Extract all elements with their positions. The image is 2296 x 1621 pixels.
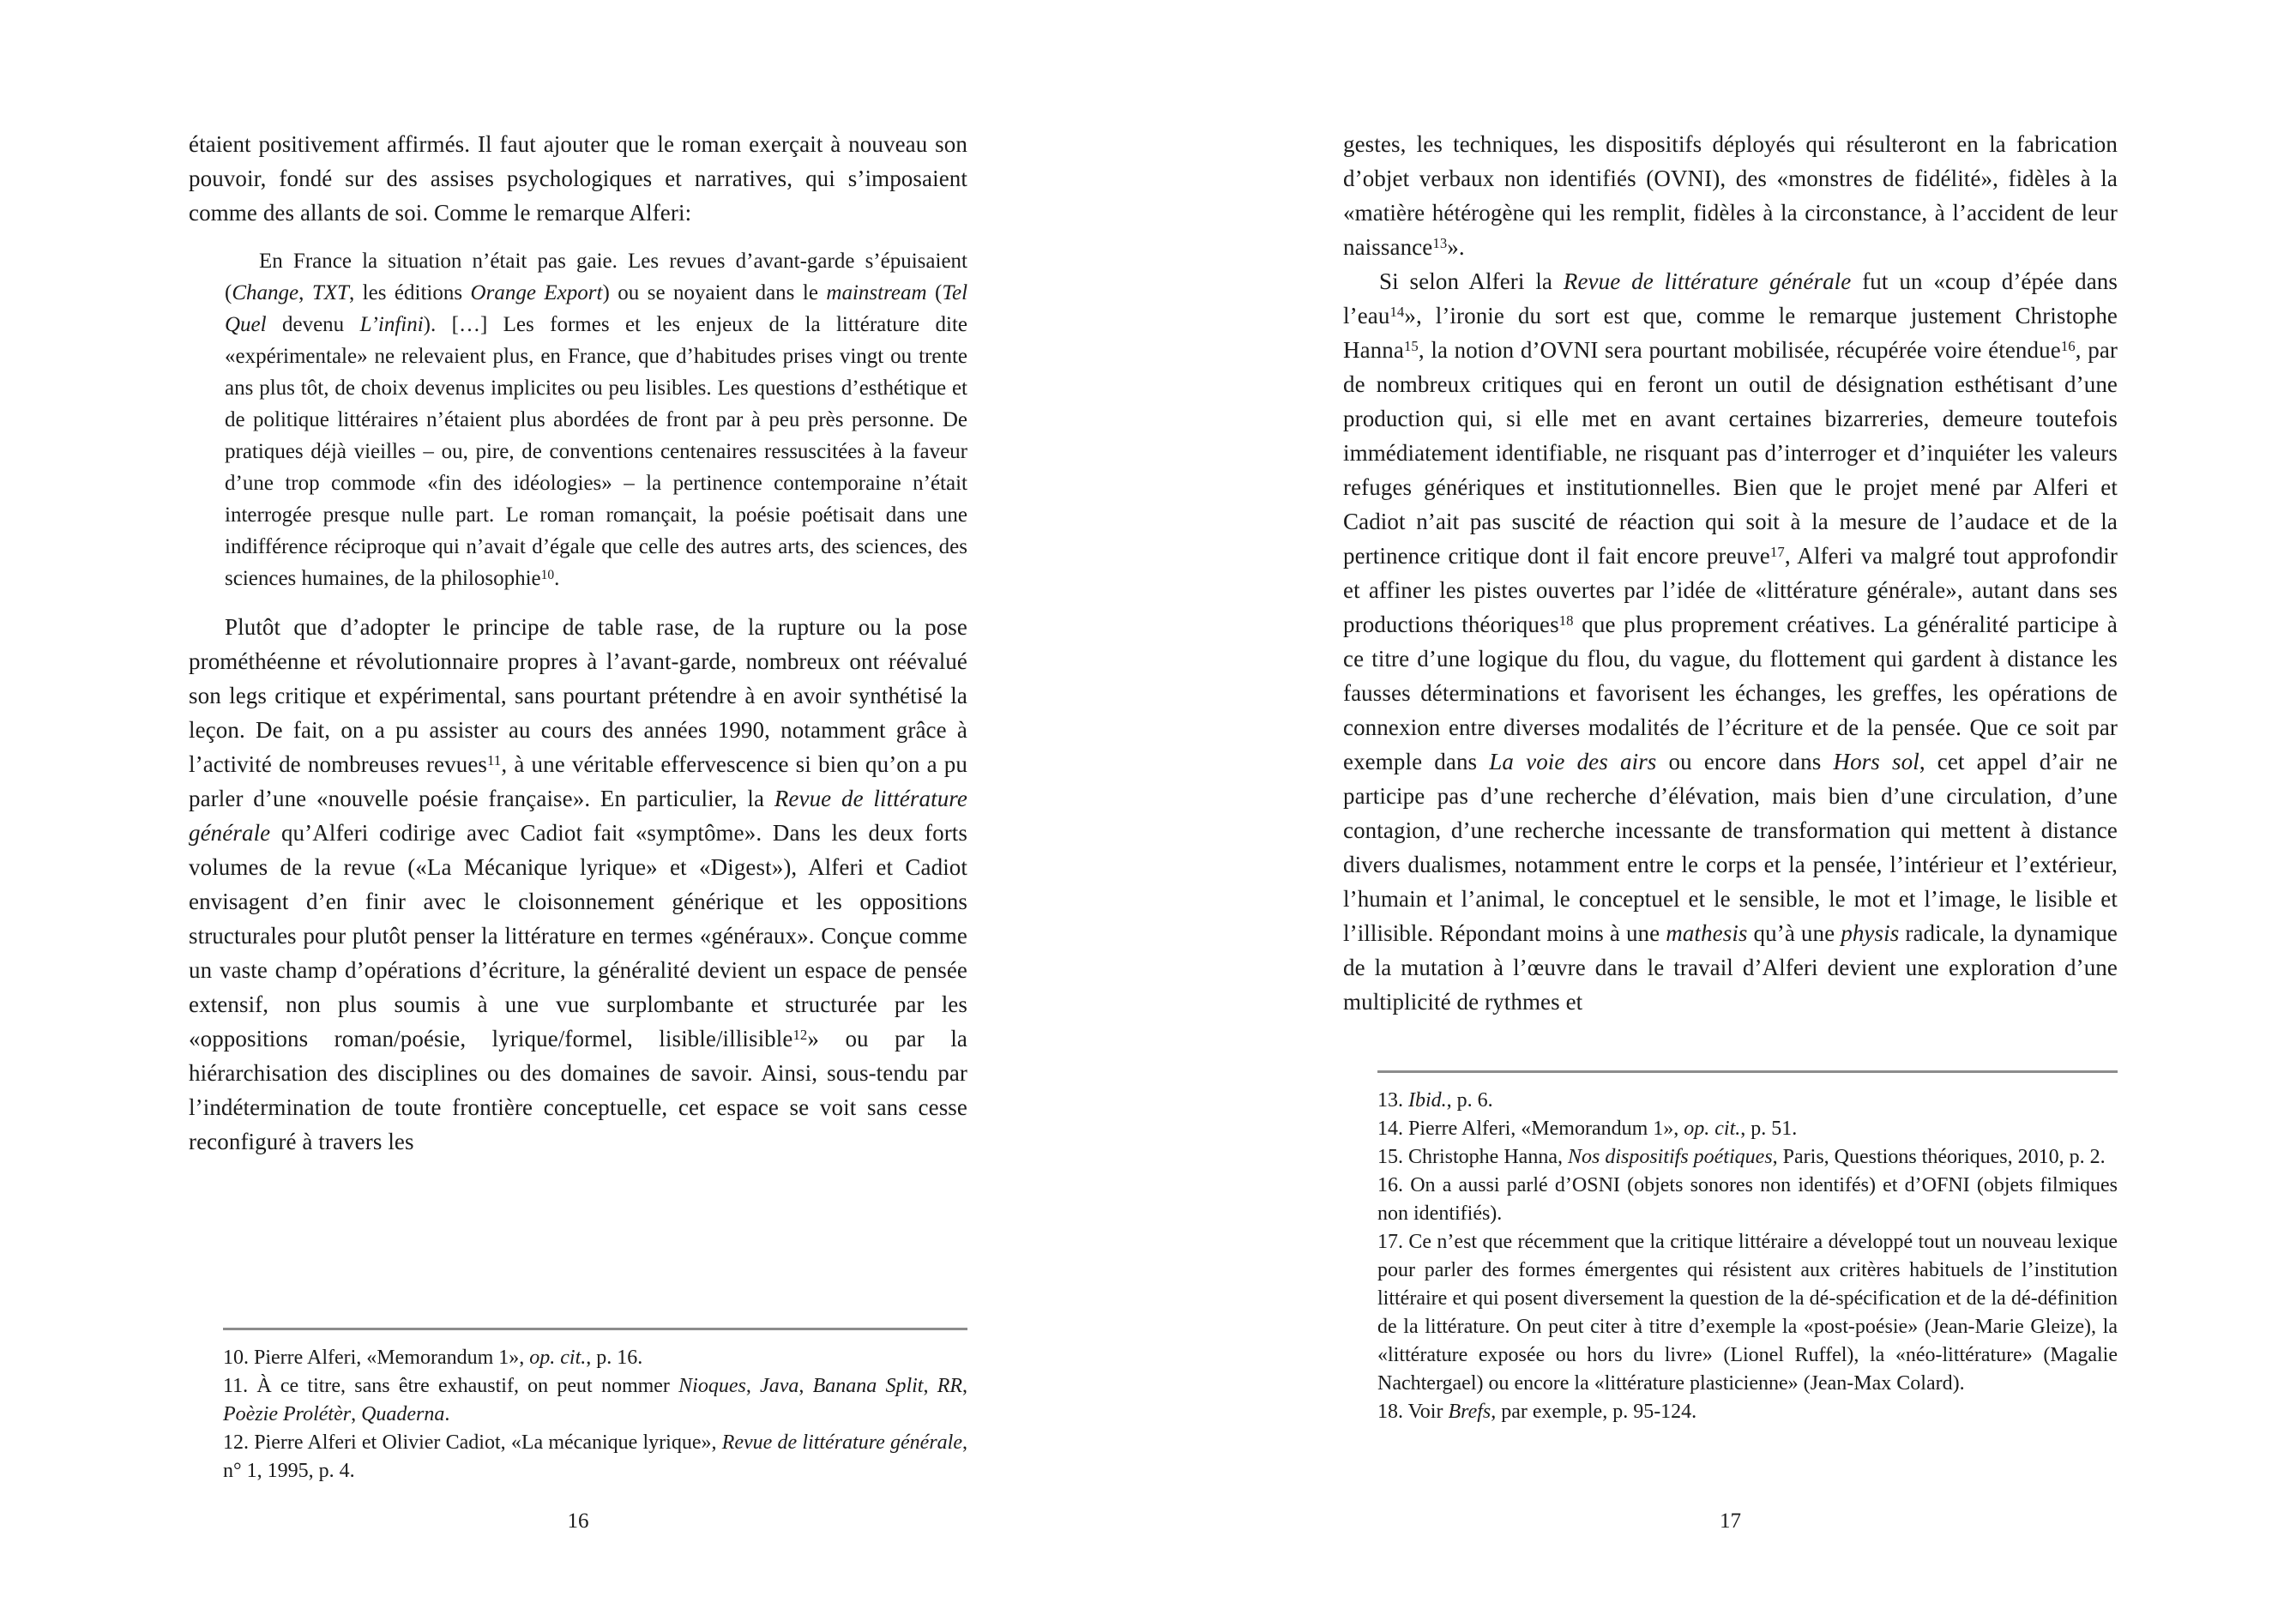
text-column [1343,127,2118,1019]
italic-text: Banana Split [812,1375,924,1397]
footnote-rule [223,1328,967,1330]
footnote-marker: 18 [1558,612,1574,630]
footnote-marker: 15 [1403,338,1419,355]
italic-text: physis [1841,920,1900,946]
italic-text: Revue de littérature générale [189,786,967,846]
text-column [189,127,967,1159]
italic-text: Revue de littérature générale [721,1431,962,1454]
footnotes [223,1328,967,1485]
italic-text: Hors sol [1833,749,1919,774]
footnote-marker: 13 [1432,235,1448,252]
italic-text: Brefs [1448,1401,1491,1423]
footnote: 11. À ce titre, sans être exhaustif, on peut nommer Nioques, Java, Banana Split, RR, Poèzie Prolétèr, Quaderna. [223,1375,968,1425]
italic-text: TXT [311,281,349,304]
italic-text: La voie des airs [1489,749,1657,774]
italic-text: Ibid. [1408,1089,1447,1112]
italic-text: Nos dispositifs poétiques [1567,1146,1773,1168]
italic-text: Poèzie Prolétèr [223,1403,352,1425]
italic-text: mainstream [826,281,927,304]
footnote: 10. Pierre Alferi, «Memorandum 1», op. cit., p. 16. [223,1347,643,1369]
footnote: 16. On a aussi parlé d’OSNI (objets sonores non identifés) et d’OFNI (objets filmiques non identifiés). [1377,1174,2118,1225]
body-paragraph: étaient positivement affirmés. Il faut ajouter que le roman exerçait à nouveau son pouvoir, fondé sur des assises psychologiques et narratives, qui s’imposaient comme des allants de soi. Comme le remarque Alferi: [189,131,967,226]
footnote-marker: 10 [540,568,555,583]
footnotes [1377,1070,2118,1426]
footnote-marker: 16 [2060,338,2076,355]
italic-text: mathesis [1666,920,1748,946]
italic-text: Java [760,1375,799,1397]
body-paragraph: gestes, les techniques, les dispositifs déployés qui résulteront en la fabrication d’objet verbaux non identifiés (OVNI), des «monstres de fidélité», fidèles à la «matière hétérogène qui les remplit, fidèles à la circonstance, à l’accident de leur naissance$^{13}$». [1343,131,2118,260]
page-number: 17 [1720,1510,1741,1533]
italic-text: op. cit. [529,1347,587,1369]
italic-text: Change [232,281,299,304]
italic-text: op. cit. [1684,1118,1741,1140]
footnote: 18. Voir Brefs, par exemple, p. 95-124. [1377,1401,1697,1423]
footnote-rule [1377,1070,2118,1073]
body-paragraph: Si selon Alferi la Revue de littérature générale fut un «coup d’épée dans l’eau$^{14}$», l’ironie du sort est que, comme le remarque justement Christophe Hanna$^{15}$, la notion d’OVNI sera pourtant mobilisée, récupérée voire étendue$^{16}$, par de nombreux critiques qui en feront un outil de désignation esthétisant d’une production qui, si elle met en avant certaines bizarreries, demeure toutefois immédiatement identifiable, ne risquant pas d’interroger et d’inquiéter les valeurs refuges génériques et institutionnelles. Bien que le projet mené par Alferi et Cadiot n’ait pas suscité de réaction qui soit à la mesure de l’audace et de la pertinence critique dont il fait encore preuve$^{17}$, Alferi va malgré tout approfondir et affiner les pistes ouvertes par l’idée de «littérature générale», autant dans ses productions théoriques$^{18}$ que plus proprement créatives. La généralité participe à ce titre d’une logique du flou, du vague, du flottement qui gardent à distance les fausses déterminations et favorisent les échanges, les greffes, les opérations de connexion entre diverses modalités de l’écriture et de la pensée. Que ce soit par exemple dans La voie des airs ou encore dans Hors sol, cet appel d’air ne participe pas d’une recherche d’élévation, mais bien d’une circulation, d’une contagion, d’une recherche incessante de transformation qui mettent à distance divers dualismes, notamment entre le corps et la pensée, l’intérieur et l’extérieur, l’humain et l’animal, le conceptuel et le sensible, le mot et l’image, le lisible et l’illisible. Répondant moins à une mathesis qu’à une physis radicale, la dynamique de la mutation à l’œuvre dans le travail d’Alferi devient une exploration d’une multiplicité de rythmes et [1343,268,2118,1015]
footnote-marker: 14 [1389,304,1405,321]
page-number: 16 [567,1510,589,1533]
book-page-right [1148,0,2296,1621]
block-quote: En France la situation n’était pas gaie. Les revues d’avant-garde s’épuisaient (Change, TXT, les éditions Orange Export) ou se noyaient dans le mainstream (Tel Quel devenu L’infini). […] Les formes et les enjeux de la littérature dite «expérimentale» ne relevaient plus, en France, que d’habitudes prises vingt ou trente ans plus tôt, de choix devenus implicites ou peu lisibles. Les questions d’esthétique et de politique littéraires n’étaient plus abordées de front par à peu près personne. De pratiques déjà vieilles – ou, pire, de conventions centenaires ressuscitées à la faveur d’une trop commode «fin des idéologies» – la pertinence contemporaine n’était interrogée presque nulle part. Le roman romançait, la poésie poétisait dans une indifférence réciproque qui n’avait d’égale que celle des autres arts, des sciences, des sciences humaines, de la philosophie$^{10}$. [225,250,968,590]
italic-text: RR [937,1375,963,1397]
italic-text: Nioques [678,1375,746,1397]
italic-text: Orange Export [470,281,603,304]
body-paragraph: Plutôt que d’adopter le principe de table rase, de la rupture ou la pose prométhéenne et révolutionnaire propres à l’avant-garde, nombreux ont réévalué son legs critique et expérimental, sans pourtant prétendre à en avoir synthétisé la leçon. De fait, on a pu assister au cours des années 1990, notamment grâce à l’activité de nombreuses revues$^{11}$, à une véritable effervescence si bien qu’on a pu parler d’une «nouvelle poésie française». En particulier, la Revue de littérature générale qu’Alferi codirige avec Cadiot fait «symptôme». Dans les deux forts volumes de la revue («La Mécanique lyrique» et «Digest»), Alferi et Cadiot envisagent d’en finir avec le cloisonnement générique et les oppositions structurales pour plutôt penser la littérature en termes «généraux». Conçue comme un vaste champ d’opérations d’écriture, la généralité devient un espace de pensée extensif, non plus soumis à une vue surplombante et structurée par les «oppositions roman/poésie, lyrique/formel, lisible/illisible$^{12}$» ou par la hiérarchisation des disciplines ou des domaines de savoir. Ainsi, sous-tendu par l’indétermination de toute frontière conceptuelle, cet espace se voit sans cesse reconfiguré à travers les [189,614,968,1154]
footnote: 14. Pierre Alferi, «Memorandum 1», op. cit., p. 51. [1377,1118,1798,1140]
footnote: 13. Ibid., p. 6. [1377,1089,1493,1112]
italic-text: Tel Quel [225,281,968,336]
italic-text: Revue de littérature générale [1563,268,1852,294]
footnote: 15. Christophe Hanna, Nos dispositifs poétiques, Paris, Questions théoriques, 2010, p. 2. [1377,1146,2106,1168]
footnote: 17. Ce n’est que récemment que la critique littéraire a développé tout un nouveau lexique pour parler des formes émergentes qui résistent aux critères habituels de l’institution littéraire et qui posent diversement la question de la dé-spécification et de la dé-définition de la littérature. On peut citer à titre d’exemple la «post-poésie» (Jean-Marie Gleize), la «littérature exposée ou hors du livre» (Lionel Ruffel), la «néo-littérature» (Magalie Nachtergael) ou encore la «littérature plasticienne» (Jean-Max Colard). [1377,1231,2118,1395]
footnote-marker: 11 [487,752,502,769]
footnote-marker: 12 [792,1027,808,1044]
italic-text: Quaderna [361,1403,445,1425]
footnote-marker: 17 [1769,544,1785,561]
italic-text: L’infini [359,313,424,336]
footnote: 12. Pierre Alferi et Olivier Cadiot, «La mécanique lyrique», Revue de littérature générale, n° 1, 1995, p. 4. [223,1431,967,1482]
